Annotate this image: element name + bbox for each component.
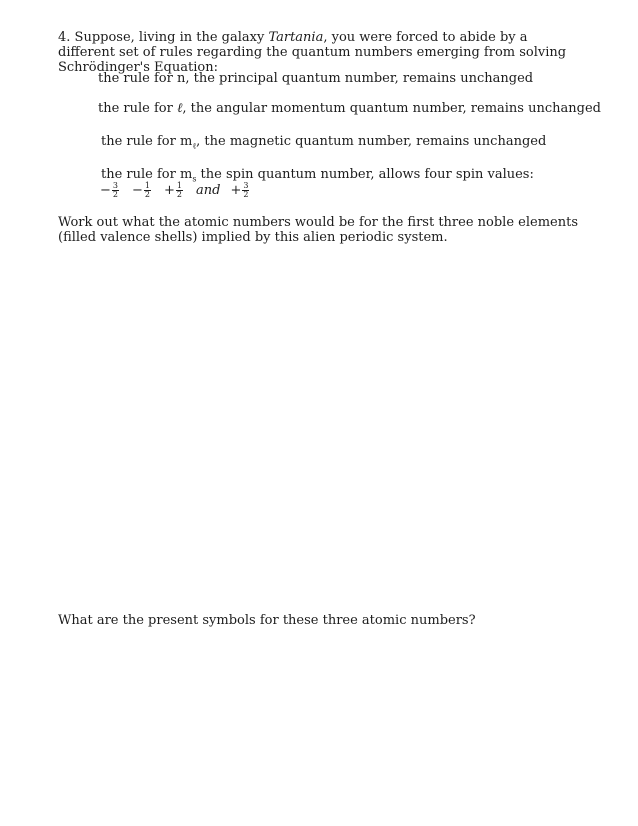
spin-value-1-denominator: 2 xyxy=(112,190,118,199)
spin-value-4-sign: + xyxy=(230,183,242,198)
rule-ms xyxy=(101,167,534,182)
rule-ms-before: the rule for m xyxy=(101,167,193,182)
rule-l-before: the rule for xyxy=(98,101,177,116)
work-out-text: Work out what the atomic numbers would be for the first three noble elements (filled valence shells) implied by this alien periodic system. xyxy=(58,215,578,245)
spin-value-3 xyxy=(164,182,184,199)
spin-value-1-numerator: 3 xyxy=(112,181,118,190)
spin-value-2-numerator: 1 xyxy=(144,181,150,190)
rule-l xyxy=(98,101,601,116)
spin-value-3-numerator: 1 xyxy=(176,181,182,190)
spin-value-1-sign: − xyxy=(100,183,111,198)
work-out-question xyxy=(58,215,593,245)
spin-values-list xyxy=(100,182,258,199)
spin-value-4-fraction xyxy=(242,182,249,199)
spin-value-2-denominator: 2 xyxy=(144,190,150,199)
rule-l-symbol: ℓ xyxy=(176,101,183,116)
rule-ml-subscript: ℓ xyxy=(192,141,197,151)
spin-value-3-fraction xyxy=(176,182,183,199)
rule-l-after: , the angular momentum quantum number, remains unchanged xyxy=(182,101,601,116)
spin-value-2 xyxy=(132,182,152,199)
spin-value-4-denominator: 2 xyxy=(243,190,249,199)
rule-n xyxy=(98,71,533,86)
rule-ml-before: the rule for m xyxy=(101,134,193,149)
symbols-question xyxy=(58,613,588,628)
spin-value-4 xyxy=(230,182,250,199)
spin-value-2-fraction xyxy=(144,182,151,199)
rule-ml xyxy=(101,134,546,149)
rule-ms-subscript: s xyxy=(192,174,197,184)
spin-value-2-sign: − xyxy=(132,183,143,198)
spin-value-4-numerator: 3 xyxy=(243,181,249,190)
spin-and-word: and xyxy=(196,183,221,198)
spin-value-3-sign: + xyxy=(164,183,175,198)
rule-ml-after: , the magnetic quantum number, remains unchanged xyxy=(196,134,547,149)
intro-text-after: , you were forced to abide by a different set of rules regarding the quantum numbers emerging from solving Schrödinger's Equation: xyxy=(58,30,567,75)
spin-value-1-fraction xyxy=(112,182,119,199)
intro-text-before: Suppose, living in the galaxy xyxy=(74,30,269,45)
symbols-question-text: What are the present symbols for these three atomic numbers? xyxy=(58,613,476,628)
rule-n-text: the rule for n, the principal quantum number, remains unchanged xyxy=(98,71,534,86)
galaxy-name: Tartania xyxy=(268,30,324,45)
question-intro xyxy=(58,30,588,75)
spin-value-3-denominator: 2 xyxy=(176,190,182,199)
spin-value-1 xyxy=(100,182,120,199)
rule-ms-after: the spin quantum number, allows four spin values: xyxy=(196,167,534,182)
question-number: 4. xyxy=(58,30,71,45)
